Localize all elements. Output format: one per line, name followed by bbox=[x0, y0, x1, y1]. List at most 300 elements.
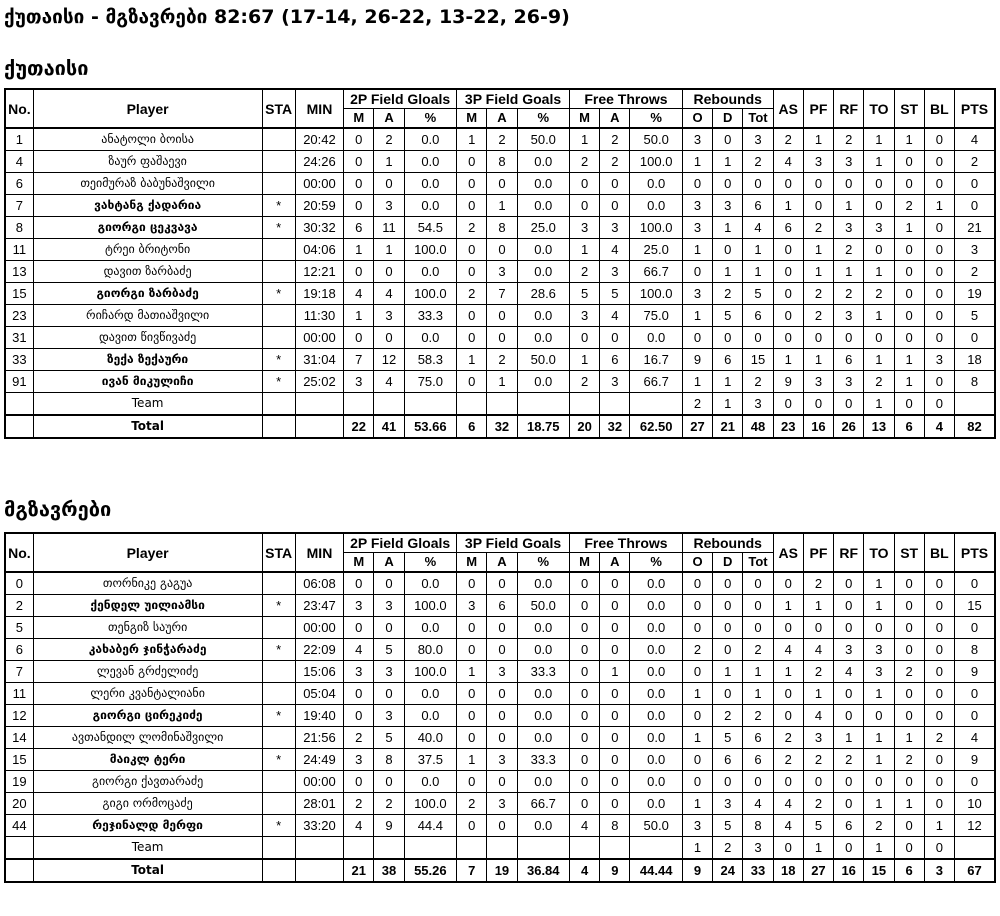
stat-a2: 5 bbox=[374, 727, 404, 749]
stat-pf: 2 bbox=[803, 661, 833, 683]
subheader-a: A bbox=[374, 109, 404, 129]
starter-mark bbox=[262, 572, 295, 595]
stat-pf: 0.0 bbox=[630, 661, 682, 683]
player-name: ლერი კვანტალიანი bbox=[33, 683, 262, 705]
stat-rf: 2 bbox=[834, 749, 864, 771]
stat-pts: 2 bbox=[955, 261, 996, 283]
header-bl: BL bbox=[924, 89, 954, 128]
stat-as: 9 bbox=[773, 371, 803, 393]
team-row-empty bbox=[344, 393, 374, 416]
stat-o: 3 bbox=[682, 128, 712, 151]
stat-rf: 1 bbox=[834, 727, 864, 749]
stat-a2: 0 bbox=[374, 327, 404, 349]
stat-a2: 0 bbox=[374, 572, 404, 595]
starter-mark bbox=[262, 173, 295, 195]
stat-o: 0 bbox=[682, 572, 712, 595]
stat-d: 1 bbox=[713, 217, 743, 239]
stat-m2: 2 bbox=[344, 793, 374, 815]
player-name: ზექა ზექაური bbox=[33, 349, 262, 371]
stat-d: 0 bbox=[713, 327, 743, 349]
stat-m2: 0 bbox=[344, 128, 374, 151]
stat-m2: 4 bbox=[344, 639, 374, 661]
team-row-empty bbox=[600, 393, 630, 416]
stat-pf: 5 bbox=[803, 815, 833, 837]
stat-to: 1 bbox=[864, 151, 894, 173]
stat-d: 3 bbox=[713, 793, 743, 815]
player-name: გიორგი ცირეკიძე bbox=[33, 705, 262, 727]
team-row-label: Team bbox=[33, 837, 262, 860]
stat-bl: 0 bbox=[924, 283, 954, 305]
stat-af: 3 bbox=[600, 371, 630, 393]
player-number: 7 bbox=[5, 661, 33, 683]
stat-a2: 8 bbox=[374, 749, 404, 771]
team-title-home: ქუთაისი bbox=[4, 56, 89, 80]
stat-o: 0 bbox=[682, 173, 712, 195]
player-row bbox=[5, 617, 995, 639]
stat-d: 5 bbox=[713, 305, 743, 327]
total-row-empty bbox=[262, 415, 295, 438]
player-row bbox=[5, 283, 995, 305]
stat-as: 0 bbox=[773, 617, 803, 639]
stat-tot: 8 bbox=[743, 815, 773, 837]
stat-pts: 0 bbox=[955, 572, 996, 595]
stat-m2: 3 bbox=[344, 749, 374, 771]
stat-a2: 3 bbox=[374, 661, 404, 683]
stat-o: 0 bbox=[682, 327, 712, 349]
player-row bbox=[5, 572, 995, 595]
stat-o: 0 bbox=[682, 261, 712, 283]
total-stat-p3: 18.75 bbox=[517, 415, 569, 438]
total-stat-mf: 20 bbox=[569, 415, 599, 438]
stat-m2: 2 bbox=[344, 727, 374, 749]
stat-af: 0 bbox=[600, 195, 630, 217]
stat-p3: 50.0 bbox=[517, 595, 569, 617]
stat-m2: 4 bbox=[344, 283, 374, 305]
player-row bbox=[5, 371, 995, 393]
stat-as: 1 bbox=[773, 595, 803, 617]
subheader-pct: % bbox=[630, 109, 682, 129]
header-as: AS bbox=[773, 533, 803, 572]
stat-p2: 0.0 bbox=[404, 705, 456, 727]
stat-m3: 0 bbox=[457, 727, 487, 749]
stat-o: 1 bbox=[682, 305, 712, 327]
stat-a3: 0 bbox=[487, 327, 517, 349]
total-stat-m2: 22 bbox=[344, 415, 374, 438]
stat-m2: 6 bbox=[344, 217, 374, 239]
stat-p3: 0.0 bbox=[517, 639, 569, 661]
player-row bbox=[5, 683, 995, 705]
team-row-empty bbox=[262, 837, 295, 860]
stat-d: 2 bbox=[713, 283, 743, 305]
game-title: ქუთაისი - მგზავრები 82:67 (17-14, 26-22, 13-22, 26-9) bbox=[4, 6, 570, 28]
stat-as: 4 bbox=[773, 639, 803, 661]
stat-to: 1 bbox=[864, 305, 894, 327]
player-number: 4 bbox=[5, 151, 33, 173]
header-row bbox=[5, 533, 995, 553]
stat-rf: 1 bbox=[834, 195, 864, 217]
stat-st: 2 bbox=[894, 195, 924, 217]
stat-af: 0 bbox=[600, 727, 630, 749]
stat-a2: 0 bbox=[374, 617, 404, 639]
stat-af: 0 bbox=[600, 572, 630, 595]
stat-rf: 3 bbox=[834, 371, 864, 393]
stat-d: 5 bbox=[713, 727, 743, 749]
stat-p3: 0.0 bbox=[517, 305, 569, 327]
stat-a2: 3 bbox=[374, 595, 404, 617]
stat-pf: 0.0 bbox=[630, 771, 682, 793]
stat-p2: 80.0 bbox=[404, 639, 456, 661]
minutes: 30:32 bbox=[295, 217, 343, 239]
stat-bl: 0 bbox=[924, 217, 954, 239]
stat-p2: 75.0 bbox=[404, 371, 456, 393]
stat-st: 0 bbox=[894, 705, 924, 727]
stat-pts: 0 bbox=[955, 705, 996, 727]
stat-to: 1 bbox=[864, 349, 894, 371]
stat-pf: 0.0 bbox=[630, 683, 682, 705]
minutes: 19:40 bbox=[295, 705, 343, 727]
stat-bl: 2 bbox=[924, 727, 954, 749]
stat-pf: 2 bbox=[803, 305, 833, 327]
stat-d: 0 bbox=[713, 572, 743, 595]
player-name: ლევან გრძელიძე bbox=[33, 661, 262, 683]
stat-p2: 0.0 bbox=[404, 327, 456, 349]
total-stat-p2: 55.26 bbox=[404, 859, 456, 882]
stat-mf: 0 bbox=[569, 195, 599, 217]
starter-mark bbox=[262, 661, 295, 683]
player-row bbox=[5, 327, 995, 349]
stat-tot: 2 bbox=[743, 705, 773, 727]
header-to: TO bbox=[864, 533, 894, 572]
stat-mf: 0 bbox=[569, 683, 599, 705]
stat-pf: 3 bbox=[803, 151, 833, 173]
team-stat-rf: 0 bbox=[834, 393, 864, 416]
total-stat-tot: 48 bbox=[743, 415, 773, 438]
total-stat-af: 32 bbox=[600, 415, 630, 438]
stat-pts: 0 bbox=[955, 683, 996, 705]
stat-bl: 0 bbox=[924, 305, 954, 327]
stat-bl: 1 bbox=[924, 815, 954, 837]
minutes: 00:00 bbox=[295, 771, 343, 793]
stat-st: 0 bbox=[894, 173, 924, 195]
total-stat-m3: 7 bbox=[457, 859, 487, 882]
player-name: ავთანდილ ლომინაშვილი bbox=[33, 727, 262, 749]
stat-bl: 0 bbox=[924, 327, 954, 349]
stat-p3: 50.0 bbox=[517, 349, 569, 371]
subheader-tot: Tot bbox=[743, 553, 773, 573]
stat-pts: 4 bbox=[955, 727, 996, 749]
stat-to: 1 bbox=[864, 128, 894, 151]
stat-pts: 2 bbox=[955, 151, 996, 173]
stat-pf: 0 bbox=[803, 173, 833, 195]
total-stat-tot: 33 bbox=[743, 859, 773, 882]
subheader-m: M bbox=[344, 109, 374, 129]
player-name: დავით წივწივაძე bbox=[33, 327, 262, 349]
stat-bl: 0 bbox=[924, 371, 954, 393]
team-row-empty bbox=[487, 837, 517, 860]
stat-to: 1 bbox=[864, 793, 894, 815]
stat-a3: 3 bbox=[487, 749, 517, 771]
player-row bbox=[5, 239, 995, 261]
total-row-no bbox=[5, 415, 33, 438]
stat-as: 1 bbox=[773, 661, 803, 683]
starter-mark bbox=[262, 771, 295, 793]
stat-a3: 2 bbox=[487, 349, 517, 371]
player-row bbox=[5, 793, 995, 815]
subheader-pct: % bbox=[404, 109, 456, 129]
stat-st: 0 bbox=[894, 595, 924, 617]
stat-tot: 2 bbox=[743, 371, 773, 393]
stat-mf: 0 bbox=[569, 639, 599, 661]
stat-mf: 2 bbox=[569, 261, 599, 283]
stat-rf: 0 bbox=[834, 793, 864, 815]
team-stat-st: 0 bbox=[894, 837, 924, 860]
team-row-empty bbox=[600, 837, 630, 860]
player-row bbox=[5, 195, 995, 217]
team-stat-st: 0 bbox=[894, 393, 924, 416]
subheader-tot: Tot bbox=[743, 109, 773, 129]
stat-d: 0 bbox=[713, 173, 743, 195]
stat-to: 0 bbox=[864, 239, 894, 261]
starter-mark bbox=[262, 261, 295, 283]
stat-o: 0 bbox=[682, 771, 712, 793]
stat-to: 1 bbox=[864, 261, 894, 283]
boxscore-table-away bbox=[4, 532, 996, 883]
team-row-empty bbox=[630, 837, 682, 860]
team-title-away: მგზავრები bbox=[4, 497, 112, 521]
subheader-m: M bbox=[457, 109, 487, 129]
stat-as: 6 bbox=[773, 217, 803, 239]
stat-rf: 0 bbox=[834, 683, 864, 705]
stat-as: 2 bbox=[773, 727, 803, 749]
stat-m3: 1 bbox=[457, 128, 487, 151]
stat-rf: 2 bbox=[834, 283, 864, 305]
player-number: 11 bbox=[5, 239, 33, 261]
stat-a3: 3 bbox=[487, 261, 517, 283]
stat-to: 0 bbox=[864, 195, 894, 217]
stat-mf: 1 bbox=[569, 239, 599, 261]
stat-pf: 0 bbox=[803, 617, 833, 639]
stat-p3: 0.0 bbox=[517, 195, 569, 217]
stat-pf: 1 bbox=[803, 239, 833, 261]
player-number: 1 bbox=[5, 128, 33, 151]
stat-pts: 9 bbox=[955, 749, 996, 771]
player-number: 15 bbox=[5, 749, 33, 771]
total-row-label: Total bbox=[33, 859, 262, 882]
header-player: Player bbox=[33, 533, 262, 572]
team-stat-bl: 0 bbox=[924, 393, 954, 416]
stat-p2: 44.4 bbox=[404, 815, 456, 837]
stat-d: 6 bbox=[713, 349, 743, 371]
stat-mf: 1 bbox=[569, 128, 599, 151]
stat-bl: 0 bbox=[924, 572, 954, 595]
stat-tot: 6 bbox=[743, 305, 773, 327]
team-row-empty bbox=[955, 837, 996, 860]
player-number: 44 bbox=[5, 815, 33, 837]
starter-mark: * bbox=[262, 217, 295, 239]
team-stat-o: 1 bbox=[682, 837, 712, 860]
stat-pf: 2 bbox=[803, 217, 833, 239]
stat-d: 0 bbox=[713, 128, 743, 151]
stat-d: 0 bbox=[713, 595, 743, 617]
total-stat-st: 6 bbox=[894, 859, 924, 882]
stat-as: 0 bbox=[773, 327, 803, 349]
stat-a3: 0 bbox=[487, 239, 517, 261]
player-number: 13 bbox=[5, 261, 33, 283]
stat-rf: 0 bbox=[834, 327, 864, 349]
header-reb: Rebounds bbox=[682, 533, 773, 553]
stat-st: 0 bbox=[894, 261, 924, 283]
stat-pf: 50.0 bbox=[630, 128, 682, 151]
subheader-m: M bbox=[344, 553, 374, 573]
stat-as: 0 bbox=[773, 572, 803, 595]
team-row-empty bbox=[569, 837, 599, 860]
stat-pf: 4 bbox=[803, 639, 833, 661]
player-number: 2 bbox=[5, 595, 33, 617]
boxscore-table-home bbox=[4, 88, 996, 439]
stat-p2: 100.0 bbox=[404, 595, 456, 617]
player-name: თეიმურაზ ბაბუნაშვილი bbox=[33, 173, 262, 195]
stat-a3: 0 bbox=[487, 617, 517, 639]
minutes: 00:00 bbox=[295, 617, 343, 639]
stat-a3: 2 bbox=[487, 128, 517, 151]
stat-m3: 2 bbox=[457, 793, 487, 815]
stat-af: 0 bbox=[600, 617, 630, 639]
total-stat-m3: 6 bbox=[457, 415, 487, 438]
team-stat-rf: 0 bbox=[834, 837, 864, 860]
stat-bl: 0 bbox=[924, 683, 954, 705]
stat-pts: 10 bbox=[955, 793, 996, 815]
team-row-empty bbox=[487, 393, 517, 416]
player-name: რიჩარდ მათიაშვილი bbox=[33, 305, 262, 327]
player-name: ანატოლი ბოისა bbox=[33, 128, 262, 151]
stat-pf: 0.0 bbox=[630, 595, 682, 617]
total-stat-to: 15 bbox=[864, 859, 894, 882]
stat-pf: 4 bbox=[803, 705, 833, 727]
starter-mark: * bbox=[262, 371, 295, 393]
header-to: TO bbox=[864, 89, 894, 128]
team-row-empty bbox=[569, 393, 599, 416]
stat-pf: 25.0 bbox=[630, 239, 682, 261]
stat-tot: 15 bbox=[743, 349, 773, 371]
stat-a3: 0 bbox=[487, 305, 517, 327]
header-pts: PTS bbox=[955, 89, 996, 128]
stat-a2: 1 bbox=[374, 151, 404, 173]
minutes: 31:04 bbox=[295, 349, 343, 371]
stat-d: 3 bbox=[713, 195, 743, 217]
stat-rf: 0 bbox=[834, 705, 864, 727]
stat-st: 0 bbox=[894, 683, 924, 705]
team-row-empty bbox=[404, 837, 456, 860]
team-stat-as: 0 bbox=[773, 393, 803, 416]
stat-pf: 1 bbox=[803, 683, 833, 705]
stat-a3: 1 bbox=[487, 371, 517, 393]
stat-a2: 2 bbox=[374, 793, 404, 815]
player-number: 20 bbox=[5, 793, 33, 815]
starter-mark bbox=[262, 327, 295, 349]
stat-p3: 50.0 bbox=[517, 128, 569, 151]
stat-m2: 0 bbox=[344, 173, 374, 195]
stat-pf: 0.0 bbox=[630, 639, 682, 661]
stat-rf: 3 bbox=[834, 151, 864, 173]
stat-a2: 11 bbox=[374, 217, 404, 239]
stat-p3: 0.0 bbox=[517, 261, 569, 283]
team-row-empty bbox=[374, 393, 404, 416]
stat-p3: 25.0 bbox=[517, 217, 569, 239]
stat-pf: 16.7 bbox=[630, 349, 682, 371]
stat-m2: 0 bbox=[344, 261, 374, 283]
header-fg2: 2P Field Gloals bbox=[344, 533, 457, 553]
stat-rf: 4 bbox=[834, 661, 864, 683]
total-stat-a3: 19 bbox=[487, 859, 517, 882]
minutes: 28:01 bbox=[295, 793, 343, 815]
stat-p3: 0.0 bbox=[517, 771, 569, 793]
minutes: 23:47 bbox=[295, 595, 343, 617]
stat-bl: 3 bbox=[924, 349, 954, 371]
stat-pts: 8 bbox=[955, 371, 996, 393]
player-name: თორნიკე გაგუა bbox=[33, 572, 262, 595]
stat-pf: 0.0 bbox=[630, 705, 682, 727]
stat-d: 1 bbox=[713, 661, 743, 683]
stat-pf: 0 bbox=[803, 327, 833, 349]
stat-tot: 6 bbox=[743, 195, 773, 217]
total-stat-p3: 36.84 bbox=[517, 859, 569, 882]
subheader-a: A bbox=[600, 553, 630, 573]
player-row bbox=[5, 661, 995, 683]
stat-pf: 2 bbox=[803, 793, 833, 815]
stat-pf: 1 bbox=[803, 349, 833, 371]
stat-o: 1 bbox=[682, 683, 712, 705]
stat-p2: 0.0 bbox=[404, 617, 456, 639]
stat-pts: 19 bbox=[955, 283, 996, 305]
stat-a3: 0 bbox=[487, 572, 517, 595]
stat-pts: 18 bbox=[955, 349, 996, 371]
starter-mark: * bbox=[262, 283, 295, 305]
team-row-empty bbox=[457, 393, 487, 416]
stat-tot: 1 bbox=[743, 683, 773, 705]
header-player: Player bbox=[33, 89, 262, 128]
team-row-no bbox=[5, 837, 33, 860]
starter-mark: * bbox=[262, 595, 295, 617]
minutes: 22:09 bbox=[295, 639, 343, 661]
stat-tot: 0 bbox=[743, 327, 773, 349]
stat-tot: 0 bbox=[743, 771, 773, 793]
stat-tot: 6 bbox=[743, 749, 773, 771]
team-row-empty bbox=[457, 837, 487, 860]
stat-tot: 0 bbox=[743, 173, 773, 195]
stat-p3: 0.0 bbox=[517, 617, 569, 639]
stat-p2: 0.0 bbox=[404, 128, 456, 151]
total-stat-p2: 53.66 bbox=[404, 415, 456, 438]
minutes: 24:49 bbox=[295, 749, 343, 771]
stat-m2: 0 bbox=[344, 617, 374, 639]
stat-pts: 0 bbox=[955, 195, 996, 217]
stat-as: 0 bbox=[773, 683, 803, 705]
stat-st: 0 bbox=[894, 283, 924, 305]
stat-d: 6 bbox=[713, 749, 743, 771]
stat-m2: 0 bbox=[344, 705, 374, 727]
stat-tot: 1 bbox=[743, 661, 773, 683]
stat-pf: 3 bbox=[803, 371, 833, 393]
total-stat-af: 9 bbox=[600, 859, 630, 882]
subheader-m: M bbox=[569, 553, 599, 573]
stat-p2: 0.0 bbox=[404, 173, 456, 195]
stat-m3: 0 bbox=[457, 173, 487, 195]
stat-bl: 0 bbox=[924, 173, 954, 195]
team-row-empty bbox=[517, 393, 569, 416]
stat-p2: 40.0 bbox=[404, 727, 456, 749]
stat-pf: 100.0 bbox=[630, 151, 682, 173]
stat-m3: 0 bbox=[457, 305, 487, 327]
